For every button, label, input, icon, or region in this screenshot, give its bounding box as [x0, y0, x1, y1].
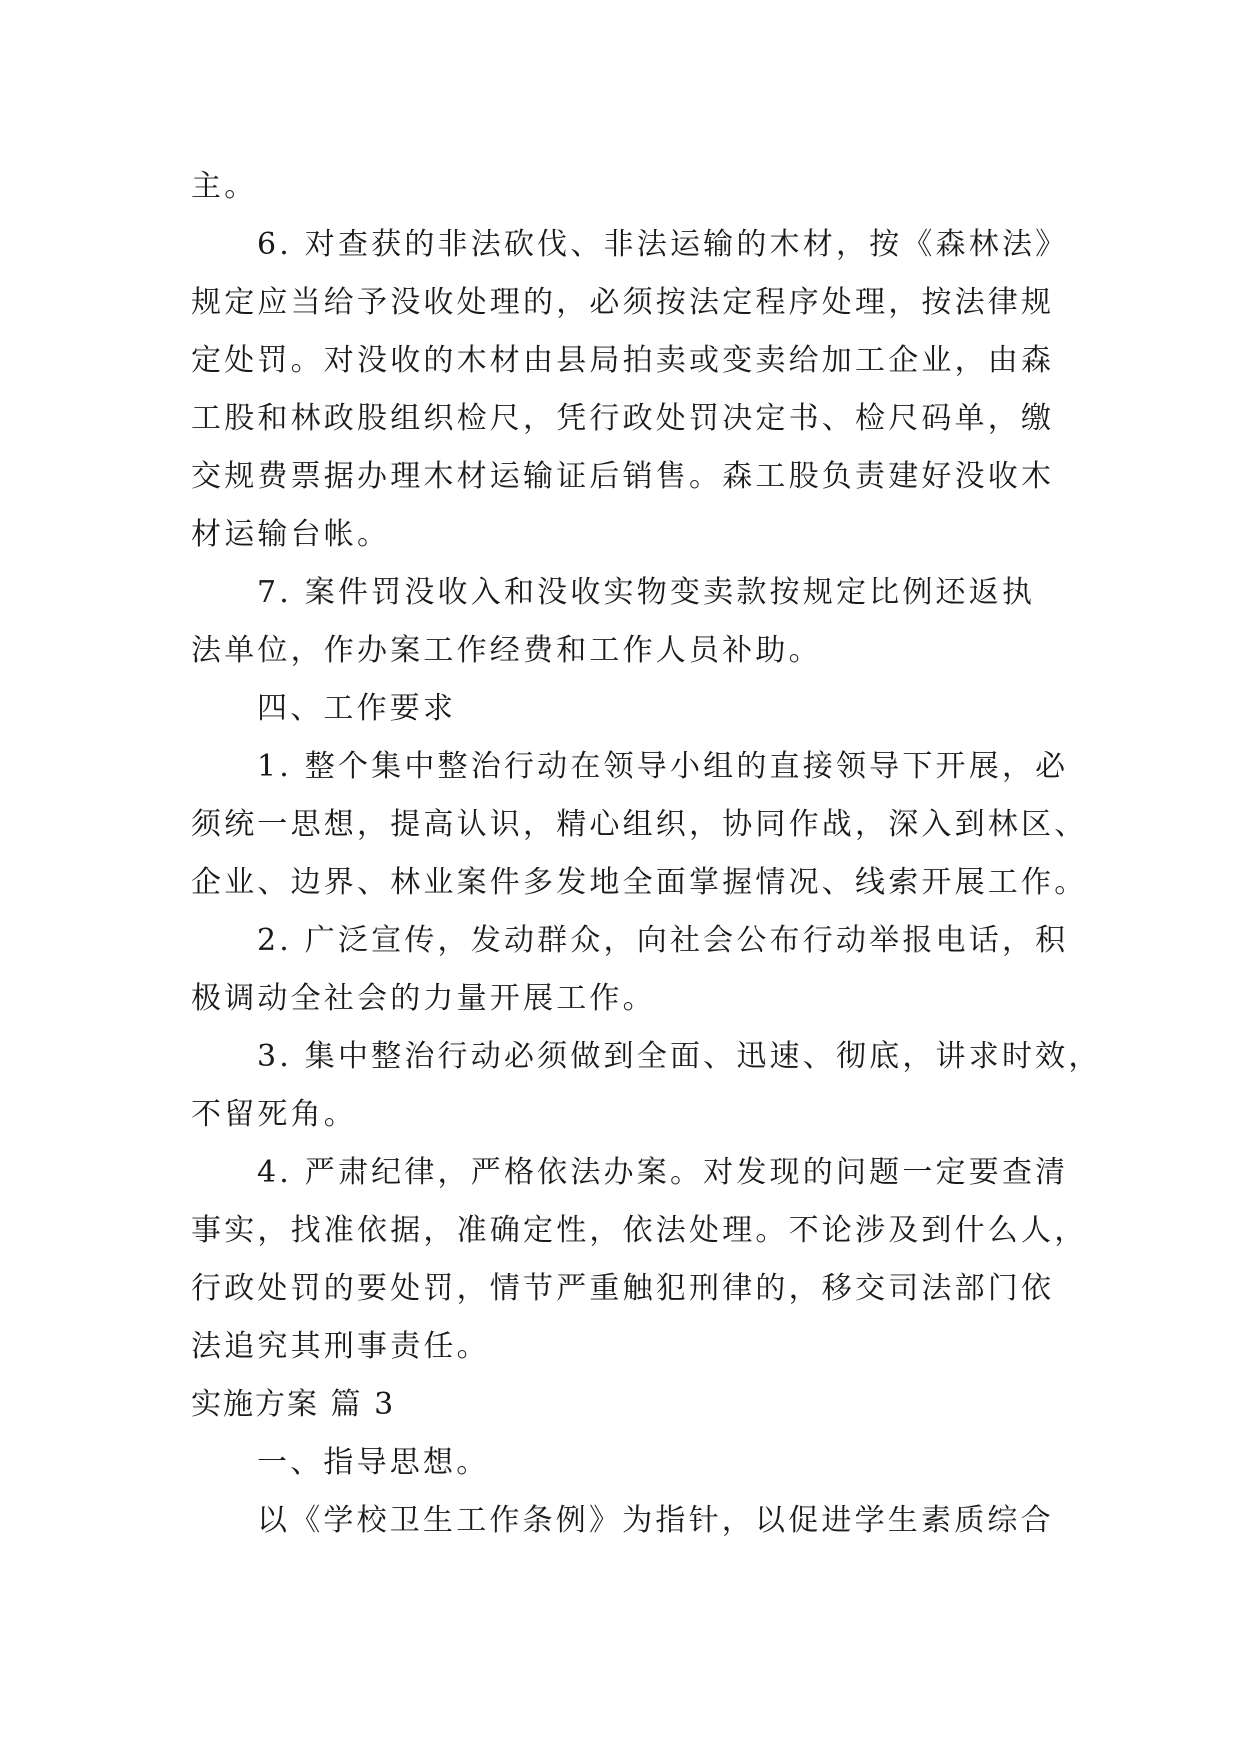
text-line: 材运输台帐。	[191, 517, 391, 552]
plan-heading: 实施方案 篇 3	[191, 1387, 396, 1422]
section-heading-work-requirements: 四、工作要求	[257, 691, 457, 726]
paragraph-item-3: 3. 集中整治行动必须做到全面、迅速、彻底，讲求时效，	[257, 1039, 1102, 1074]
text-line: 规定应当给予没收处理的，必须按法定程序处理，按法律规	[191, 285, 1055, 320]
text-line: 事实，找准依据，准确定性，依法处理。不论涉及到什么人，	[191, 1213, 1088, 1248]
text-line: 主。	[191, 169, 258, 204]
text-line: 法追究其刑事责任。	[191, 1329, 490, 1364]
text-line: 交规费票据办理木材运输证后销售。森工股负责建好没收木	[191, 459, 1055, 494]
paragraph-item-7: 7. 案件罚没收入和没收实物变卖款按规定比例还返执	[257, 575, 1036, 610]
text-line: 行政处罚的要处罚，情节严重触犯刑律的，移交司法部门依	[191, 1271, 1055, 1306]
paragraph-item-2: 2. 广泛宣传，发动群众，向社会公布行动举报电话，积	[257, 923, 1069, 958]
paragraph-guiding-text: 以《学校卫生工作条例》为指针，以促进学生素质综合	[257, 1503, 1054, 1538]
section-heading-guiding-ideology: 一、指导思想。	[257, 1445, 490, 1480]
text-line: 企业、边界、林业案件多发地全面掌握情况、线索开展工作。	[191, 865, 1088, 900]
text-line: 法单位，作办案工作经费和工作人员补助。	[191, 633, 822, 668]
document-page	[191, 158, 1102, 1550]
text-line: 极调动全社会的力量开展工作。	[191, 981, 656, 1016]
paragraph-item-6: 6. 对查获的非法砍伐、非法运输的木材，按《森林法》	[257, 227, 1069, 262]
text-line: 定处罚。对没收的木材由县局拍卖或变卖给加工企业，由森	[191, 343, 1055, 378]
text-line: 须统一思想，提高认识，精心组织，协同作战，深入到林区、	[191, 807, 1088, 842]
paragraph-item-1: 1. 整个集中整治行动在领导小组的直接领导下开展，必	[257, 749, 1069, 784]
text-line: 工股和林政股组织检尺，凭行政处罚决定书、检尺码单，缴	[191, 401, 1055, 436]
paragraph-item-4: 4. 严肃纪律，严格依法办案。对发现的问题一定要查清	[257, 1155, 1069, 1190]
text-line: 不留死角。	[191, 1097, 357, 1132]
